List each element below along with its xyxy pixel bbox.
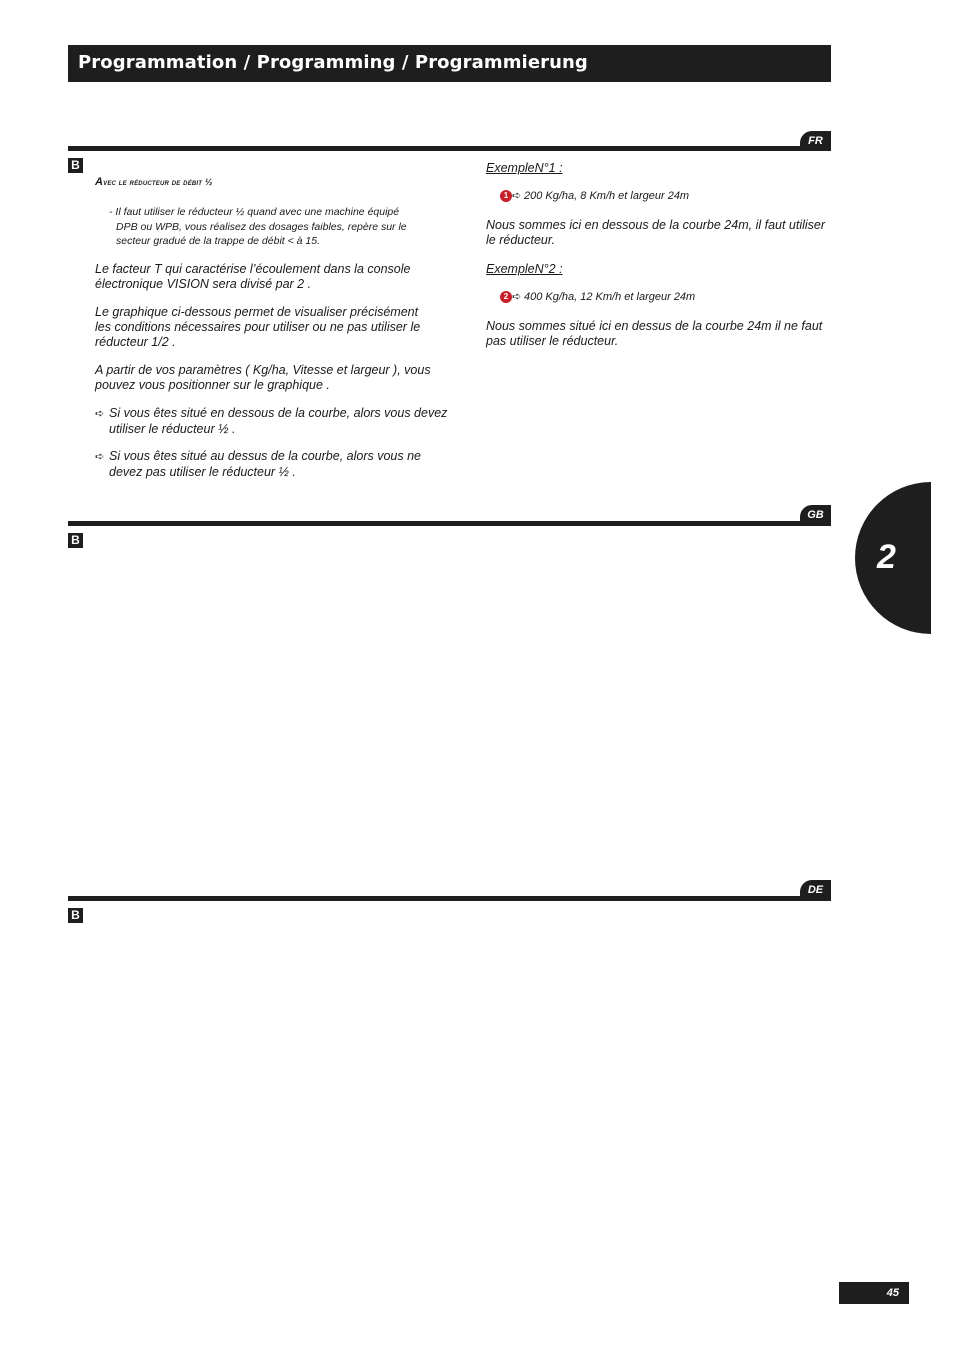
section-subtitle: Avec le réducteur de débit ½ [95, 176, 213, 188]
note-line: secteur gradué de la trappe de débit < à 15. [116, 235, 321, 247]
paragraph-graph: Le graphique ci-dessous permet de visualiser précisément les conditions nécessaires pour utiliser ou ne pas utiliser le réducteur 1/2 . [95, 305, 421, 349]
example-1-values: 1 ➪ 200 Kg/ha, 8 Km/h et largeur 24m [500, 189, 689, 203]
section-rule-gb [68, 521, 831, 526]
paragraph-parameters: A partir de vos paramètres ( Kg/ha, Vitesse et largeur ), vous pouvez vous positionner sur le graphique . [95, 363, 431, 392]
page-header [68, 45, 831, 82]
marker-1-icon: 1 [500, 190, 512, 202]
section-rule-de [68, 896, 831, 901]
lang-tab-fr: FR [800, 131, 831, 151]
example-2-values: 2 ➪ 400 Kg/ha, 12 Km/h et largeur 24m [500, 290, 695, 304]
chapter-number: 2 [877, 538, 896, 576]
arrow-icon: ➪ [512, 291, 522, 303]
note-line: DPB ou WPB, vous réalisez des dosages faibles, repère sur le [116, 220, 407, 233]
example-1-title: ExempleN°1 : [486, 161, 563, 175]
bullet-below-curve: ➪ Si vous êtes situé en dessous de la courbe, alors vous devez utiliser le réducteur ½ . [95, 406, 448, 436]
lang-tab-de: DE [800, 880, 831, 900]
page-number: 45 [839, 1282, 909, 1304]
lang-tab-gb: GB [800, 505, 831, 525]
paragraph-t-factor: Le facteur T qui caractérise l’écoulement dans la console électronique VISION sera divisé par 2 . [95, 262, 411, 291]
page-title: Programmation / Programming / Programmierung [78, 52, 588, 73]
arrow-icon: ➪ [95, 408, 105, 420]
arrow-icon: ➪ [512, 190, 522, 202]
section-marker-fr: B [68, 158, 83, 173]
marker-2-icon: 2 [500, 291, 512, 303]
note [109, 205, 407, 249]
section-marker-gb: B [68, 533, 83, 548]
section-marker-de: B [68, 908, 83, 923]
note-line: - Il faut utiliser le réducteur ½ quand avec une machine équipé [109, 206, 400, 218]
example-2-text: Nous sommes situé ici en dessus de la courbe 24m il ne faut pas utiliser le réducteur. [486, 319, 823, 348]
chapter-tab [855, 482, 931, 634]
section-rule-fr [68, 146, 831, 151]
arrow-icon: ➪ [95, 451, 105, 463]
example-1-text: Nous sommes ici en dessous de la courbe 24m, il faut utiliser le réducteur. [486, 218, 826, 247]
bullet-above-curve: ➪ Si vous êtes situé au dessus de la courbe, alors vous ne devez pas utiliser le réducteur ½ . [95, 449, 421, 479]
example-2-title: ExempleN°2 : [486, 262, 563, 276]
